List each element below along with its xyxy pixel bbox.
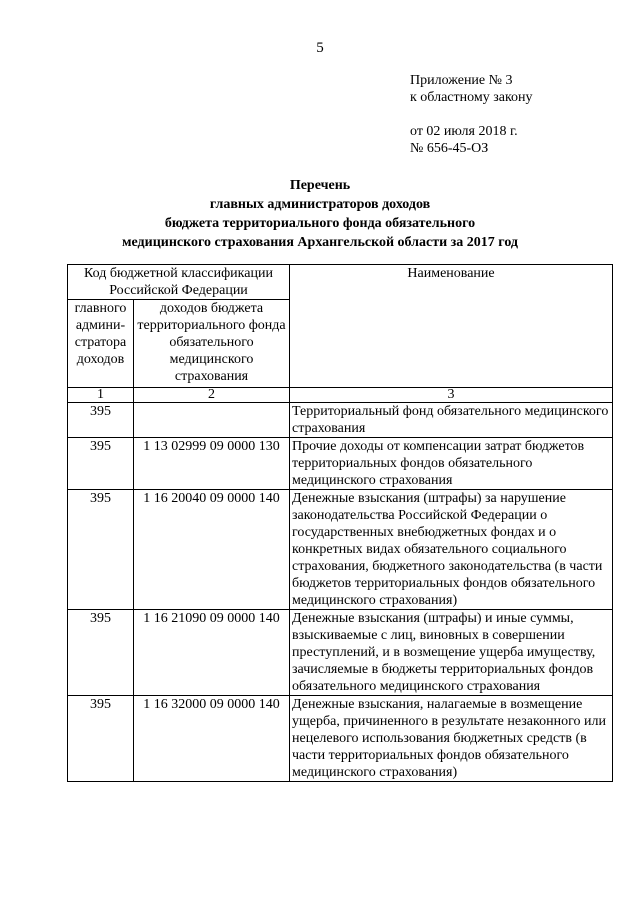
page-number: 5	[316, 40, 324, 56]
col-number-1: 1	[68, 388, 134, 403]
table-row	[68, 610, 613, 696]
row-name: Денежные взыскания (штрафы) и иные суммы, взыскиваемые с лиц, виновных в совершении преступлений, и в возмещение ущерба имуществу, зачисляемые в бюджеты территориальных фондов обязательного медицинского страхования	[290, 610, 613, 696]
appendix-block	[410, 72, 533, 157]
appendix-number: № 656-45-ОЗ	[410, 141, 489, 156]
title-line-4: медицинского страхования Архангельской области за 2017 год	[121, 235, 518, 250]
title-line-1: Перечень	[289, 178, 351, 193]
administrators-table	[67, 264, 613, 782]
col-number-2: 2	[134, 388, 290, 403]
row-name: Денежные взыскания (штрафы) за нарушение законодательства Российской Федерации о государственных внебюджетных фондах и о конкретных видах обязательного социального страхования, бюджетного законодательства (в части бюджетов территориальных фондов обязательного медицинского страхования)	[290, 490, 613, 610]
row-admin-code: 395	[68, 610, 134, 696]
table-row	[68, 438, 613, 490]
col-number-3: 3	[290, 388, 613, 403]
header-admin: главного админи-стратора доходов	[68, 300, 134, 388]
row-name: Денежные взыскания, налагаемые в возмещение ущерба, причиненного в результате незаконного или нецелевого использования бюджетных средств (в части территориальных фондов обязательного медицинского страхования)	[290, 696, 613, 782]
header-income: доходов бюджета территориального фонда обязательного медицинского страхования	[134, 300, 290, 388]
row-name: Территориальный фонд обязательного медицинского страхования	[290, 403, 613, 438]
row-admin-code: 395	[68, 490, 134, 610]
header-code-group: Код бюджетной классификации Российской Федерации	[68, 265, 290, 300]
row-income-code: 1 13 02999 09 0000 130	[134, 438, 290, 490]
appendix-line: Приложение № 3	[410, 73, 513, 88]
header-name: Наименование	[290, 265, 613, 388]
table-row	[68, 696, 613, 782]
row-admin-code: 395	[68, 696, 134, 782]
appendix-law-line: к областному закону	[410, 90, 533, 105]
row-name: Прочие доходы от компенсации затрат бюджетов территориальных фондов обязательного медицинского страхования	[290, 438, 613, 490]
table-row	[68, 403, 613, 438]
row-admin-code: 395	[68, 403, 134, 438]
row-income-code: 1 16 21090 09 0000 140	[134, 610, 290, 696]
row-income-code: 1 16 32000 09 0000 140	[134, 696, 290, 782]
row-income-code	[134, 403, 290, 438]
row-income-code: 1 16 20040 09 0000 140	[134, 490, 290, 610]
row-admin-code: 395	[68, 438, 134, 490]
title-line-2: главных администраторов доходов	[209, 197, 431, 212]
table-row	[68, 490, 613, 610]
title-line-3: бюджета территориального фонда обязательного	[164, 216, 476, 231]
appendix-date: от 02 июля 2018 г.	[410, 124, 518, 139]
document-title	[0, 176, 640, 252]
